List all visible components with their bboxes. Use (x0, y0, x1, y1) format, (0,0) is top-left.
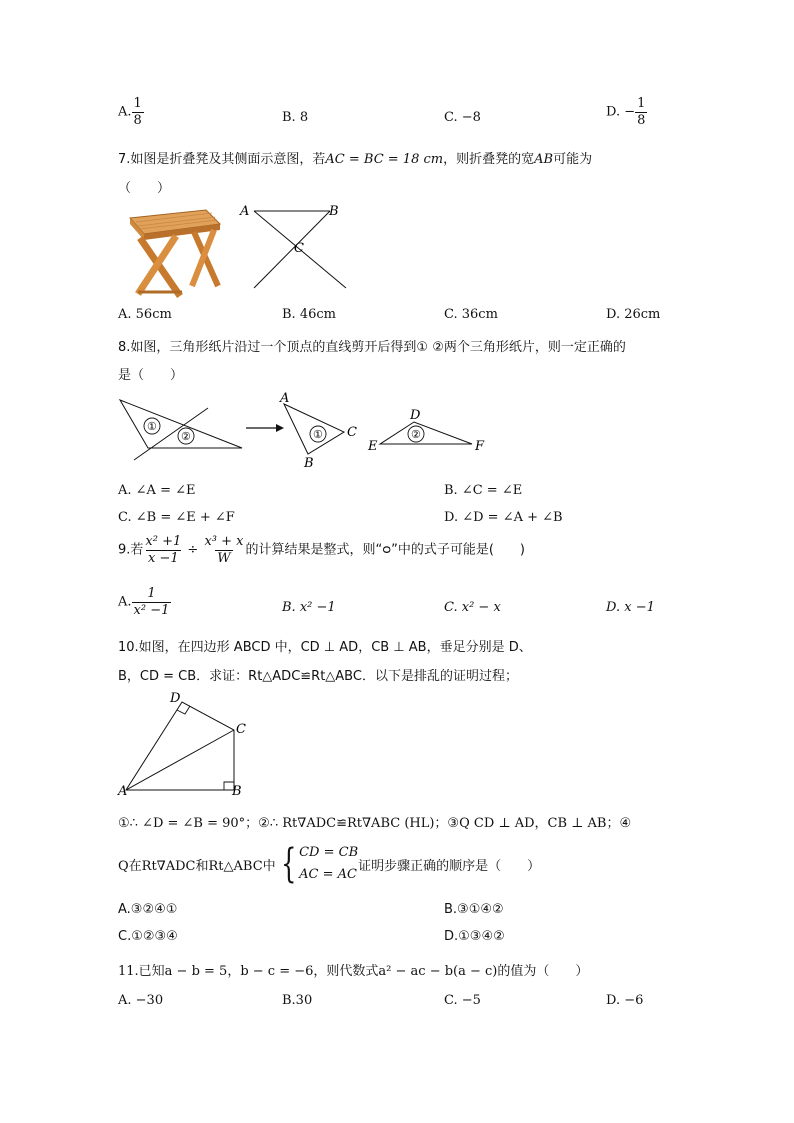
q8-option-d: D. ∠D = ∠A + ∠B (444, 510, 563, 525)
q7-answer-paren: （ ） (118, 181, 171, 196)
q10-option-a: A.③②④① (118, 902, 178, 917)
q10-label-a: A (118, 784, 128, 799)
q7-option-a: A. 56cm (118, 307, 172, 322)
q8-label-f: F (475, 439, 485, 454)
q8-stem-line2: 是（ ） (118, 368, 184, 383)
q7-option-d: D. 26cm (606, 307, 661, 322)
q7-label-a: A (240, 204, 250, 219)
q10-label-c: C (236, 722, 246, 737)
folding-stool-image (116, 200, 226, 300)
q8-piece-1-label: ① (147, 420, 157, 433)
q7-option-b: B. 46cm (282, 307, 336, 322)
q11-option-a: A. −30 (118, 993, 164, 1008)
q7-option-c: C. 36cm (444, 307, 498, 322)
q10-stem-line2: B，CD = CB．求证：Rt△ADC≌Rt△ABC．以下是排乱的证明过程； (118, 669, 518, 684)
q11-option-c: C. −5 (444, 993, 481, 1008)
q9-option-c: C. x² − x (444, 600, 501, 615)
q6-option-b: B. 8 (282, 110, 309, 125)
q9-option-d: D. x −1 (606, 600, 655, 615)
q11-option-d: D. −6 (606, 993, 644, 1008)
q8-triangle1-label: ① (313, 428, 323, 441)
q7-figure-stool-side-view (236, 200, 356, 292)
q10-proof-line2: Q在Rt∇ADC和Rt△ABC中 { CD = CB AC = AC 证明步骤正确的顺序是（ ） (118, 841, 541, 887)
q8-triangle2-label: ② (411, 428, 421, 441)
q6-option-a: A. $\frac{1}{8}$ (118, 96, 142, 128)
q11-option-b: B.30 (282, 993, 313, 1008)
q9-option-b: B. x² −1 (282, 600, 336, 615)
q10-label-d: D (170, 691, 181, 706)
q9-stem: 9.若 $\frac{\text{x² +1}}{x -1}$ ÷ $\frac{\text{x³ + x}}{W}$ 的计算结果是整式，则“ᴑ”中的式子可能是( ) (118, 534, 525, 566)
q10-option-b: B.③①④② (444, 902, 504, 917)
q8-option-b: B. ∠C = ∠E (444, 483, 523, 498)
q11-stem: 11.已知a − b = 5，b − c = −6，则代数式a² − ac − b(a − c)的值为（ ） (118, 964, 589, 979)
q8-label-b: B (304, 456, 314, 470)
q7-stem: 7.如图是折叠凳及其侧面示意图，若AC = BC = 18 cm，则折叠凳的宽AB可能为 (118, 152, 593, 167)
q7-label-b: B (329, 204, 339, 219)
q8-stem-line1: 8.如图，三角形纸片沿过一个顶点的直线剪开后得到① ②两个三角形纸片，则一定正确的 (118, 340, 626, 355)
q6-option-c: C. −8 (444, 110, 481, 125)
q10-option-c: C.①②③④ (118, 929, 178, 944)
q10-figure-quadrilateral (116, 688, 248, 800)
q10-stem-line1: 10.如图，在四边形 ABCD 中，CD ⊥ AD，CB ⊥ AB，垂足分别是 D、 (118, 640, 532, 655)
q10-label-b: B (232, 784, 242, 799)
q8-figure-triangle-cut (114, 388, 494, 470)
q8-option-c: C. ∠B = ∠E + ∠F (118, 510, 235, 525)
q7-label-c: C (294, 241, 304, 256)
q8-label-e: E (368, 439, 378, 454)
q10-proof-line1: ①∴ ∠D = ∠B = 90°；②∴ Rt∇ADC≌Rt∇ABC (HL)；③Q CD ⊥ AD，CB ⊥ AB；④ (118, 816, 632, 831)
q8-label-a: A (280, 391, 290, 406)
q8-label-d: D (410, 408, 421, 423)
q6-option-d: D. − $\frac{1}{8}$ (606, 96, 646, 128)
q8-piece-2-label: ② (181, 430, 191, 443)
q8-label-c: C (347, 425, 357, 440)
q8-option-a: A. ∠A = ∠E (118, 483, 196, 498)
q9-option-a: A. $\frac{1}{\text{x² −1}}$ (118, 586, 170, 618)
q10-option-d: D.①③④② (444, 929, 505, 944)
